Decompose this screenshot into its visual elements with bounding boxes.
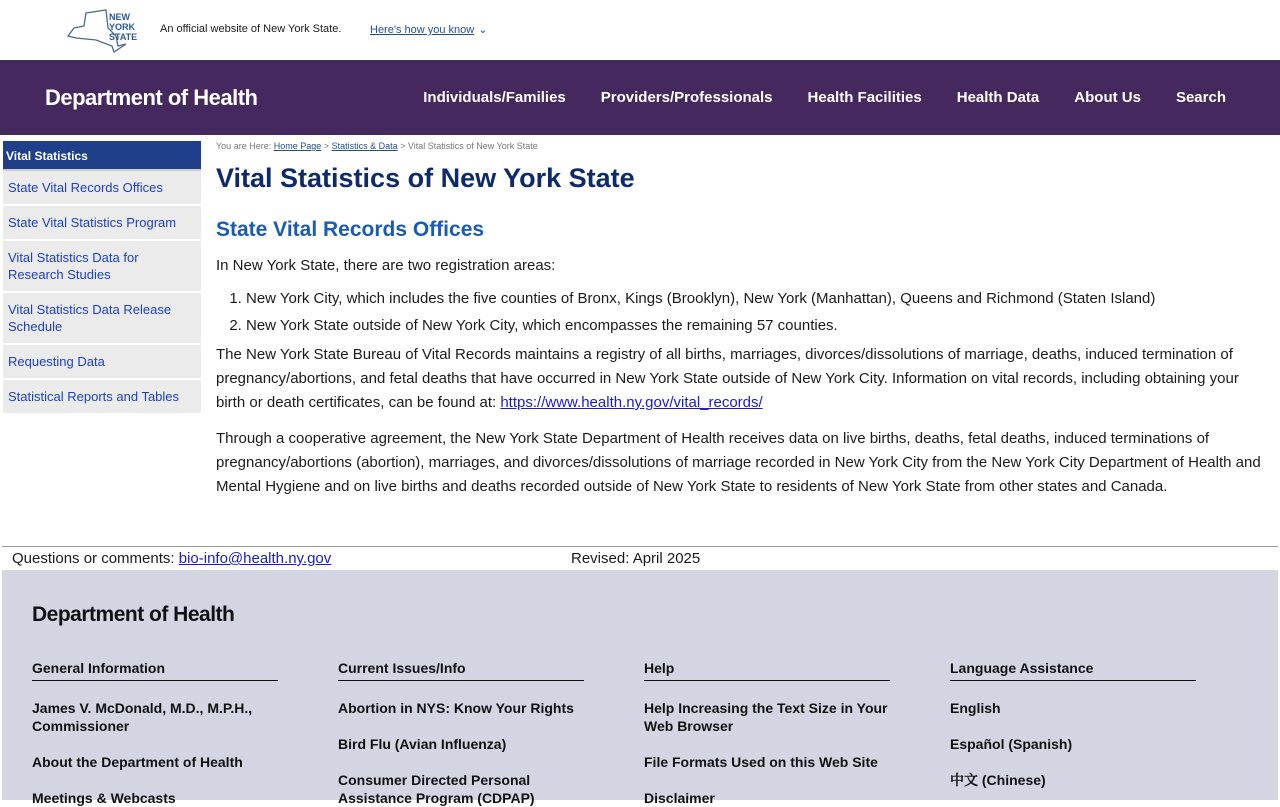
breadcrumb-sep: > <box>400 141 406 151</box>
footer-link[interactable]: About the Department of Health <box>32 754 243 770</box>
footer-link[interactable]: Abortion in NYS: Know Your Rights <box>338 700 574 716</box>
svg-text:YORK: YORK <box>109 22 136 32</box>
section-heading: State Vital Records Offices <box>216 218 485 241</box>
sidebar-item[interactable]: Requesting Data <box>3 345 201 380</box>
sidebar-item[interactable]: Statistical Reports and Tables <box>3 380 201 415</box>
main-content <box>216 141 1266 499</box>
intro-text: In New York State, there are two registration areas: <box>216 257 556 274</box>
footer-link[interactable]: Español (Spanish) <box>950 736 1073 752</box>
svg-text:NEW: NEW <box>109 12 130 22</box>
footer-col-heading: Language Assistance <box>950 660 1196 681</box>
contact-email-link[interactable]: bio-info@health.ny.gov <box>178 550 332 567</box>
footer-col-current <box>338 660 584 807</box>
nav-providers[interactable]: Providers/Professionals <box>600 89 773 106</box>
list-item: 2. New York State outside of New York City, which encompasses the remaining 57 counties. <box>246 312 1266 339</box>
footer-col-heading: Current Issues/Info <box>338 660 584 681</box>
paragraph-text: The New York State Bureau of Vital Records maintains a registry of all births, marriages, divorces/dissolutions of marriage, deaths, induced termination of pregnancy/abortions, and fetal deaths that have occurred in New York State outside of New York City. Information on vital records, including obtaining your birth or death certificates, can be found at: <box>216 346 1239 411</box>
list-item: 1. New York City, which includes the five counties of Bronx, Kings (Brooklyn), New York (Manhattan), Queens and Richmond (Staten Island) <box>246 285 1266 312</box>
footer-link[interactable]: Consumer Directed Personal Assistance Program (CDPAP) <box>338 772 535 806</box>
footer-link[interactable]: James V. McDonald, M.D., M.P.H., Commissioner <box>32 700 253 734</box>
footer-link[interactable]: Meetings & Webcasts <box>32 790 176 806</box>
nys-logo[interactable] <box>66 8 142 53</box>
nav-health-data[interactable]: Health Data <box>956 89 1040 106</box>
sidebar-heading[interactable]: Vital Statistics <box>3 141 201 171</box>
site-brand[interactable]: Department of Health <box>45 85 258 110</box>
nav-search[interactable]: Search <box>1175 89 1226 106</box>
footer-col-general <box>32 660 278 807</box>
chevron-down-icon: ⌄ <box>478 24 488 36</box>
breadcrumb-stats[interactable]: Statistics & Data <box>331 141 398 151</box>
page-title: Vital Statistics of New York State <box>216 163 635 193</box>
paragraph-vital-records <box>216 343 1266 415</box>
contact-label: Questions or comments: <box>12 550 179 567</box>
footer-col-language <box>950 660 1196 789</box>
footer-link[interactable]: English <box>950 700 1001 716</box>
breadcrumb <box>216 141 1266 151</box>
footer-link[interactable]: Disclaimer <box>644 790 715 806</box>
sidebar-item[interactable]: State Vital Statistics Program <box>3 206 201 241</box>
footer-link[interactable]: File Formats Used on this Web Site <box>644 754 878 770</box>
sidebar-item[interactable]: Vital Statistics Data Release Schedule <box>3 293 201 345</box>
breadcrumb-home[interactable]: Home Page <box>273 141 322 151</box>
footer-col-heading: General Information <box>32 660 278 681</box>
official-text: An official website of New York State. <box>160 23 342 35</box>
breadcrumb-current: Vital Statistics of New York State <box>407 141 538 151</box>
nav-about-us[interactable]: About Us <box>1074 89 1141 106</box>
official-banner <box>0 0 1280 60</box>
nav-health-facilities[interactable]: Health Facilities <box>807 89 922 106</box>
footer-link[interactable]: Bird Flu (Avian Influenza) <box>338 736 507 752</box>
footer-col-help <box>644 660 890 807</box>
registration-list <box>216 285 1266 339</box>
sidebar-item[interactable]: Vital Statistics Data for Research Studies <box>3 241 201 293</box>
sidebar <box>3 141 201 415</box>
nav-individuals[interactable]: Individuals/Families <box>423 89 566 106</box>
breadcrumb-prefix: You are Here: <box>216 141 272 151</box>
revised-date: Revised: April 2025 <box>571 550 701 567</box>
main-nav <box>0 60 1280 135</box>
vital-records-link[interactable]: https://www.health.ny.gov/vital_records/ <box>500 394 763 411</box>
footer <box>2 570 1278 806</box>
footer-col-heading: Help <box>644 660 890 681</box>
contact-line <box>2 546 1278 570</box>
breadcrumb-sep: > <box>323 141 330 151</box>
paragraph-cooperative: Through a cooperative agreement, the New York State Department of Health receives data on live births, deaths, fetal deaths, induced terminations of pregnancy/abortions (abortion), marriages, and divorces/dissolutions of marriage recorded in New York City from the New York City Department of Health and Mental Hygiene and on live births and deaths recorded outside of New York State to residents of New York State from other states and Canada. <box>216 430 1261 495</box>
footer-link[interactable]: Help Increasing the Text Size in Your Web Browser <box>644 700 888 734</box>
how-you-know-label: Here's how you know <box>370 24 475 36</box>
how-you-know-link[interactable] <box>370 23 487 36</box>
footer-brand[interactable]: Department of Health <box>32 603 235 626</box>
svg-text:STATE: STATE <box>109 32 138 42</box>
footer-link[interactable]: 中文 (Chinese) <box>950 772 1046 788</box>
sidebar-item[interactable]: State Vital Records Offices <box>3 171 201 206</box>
